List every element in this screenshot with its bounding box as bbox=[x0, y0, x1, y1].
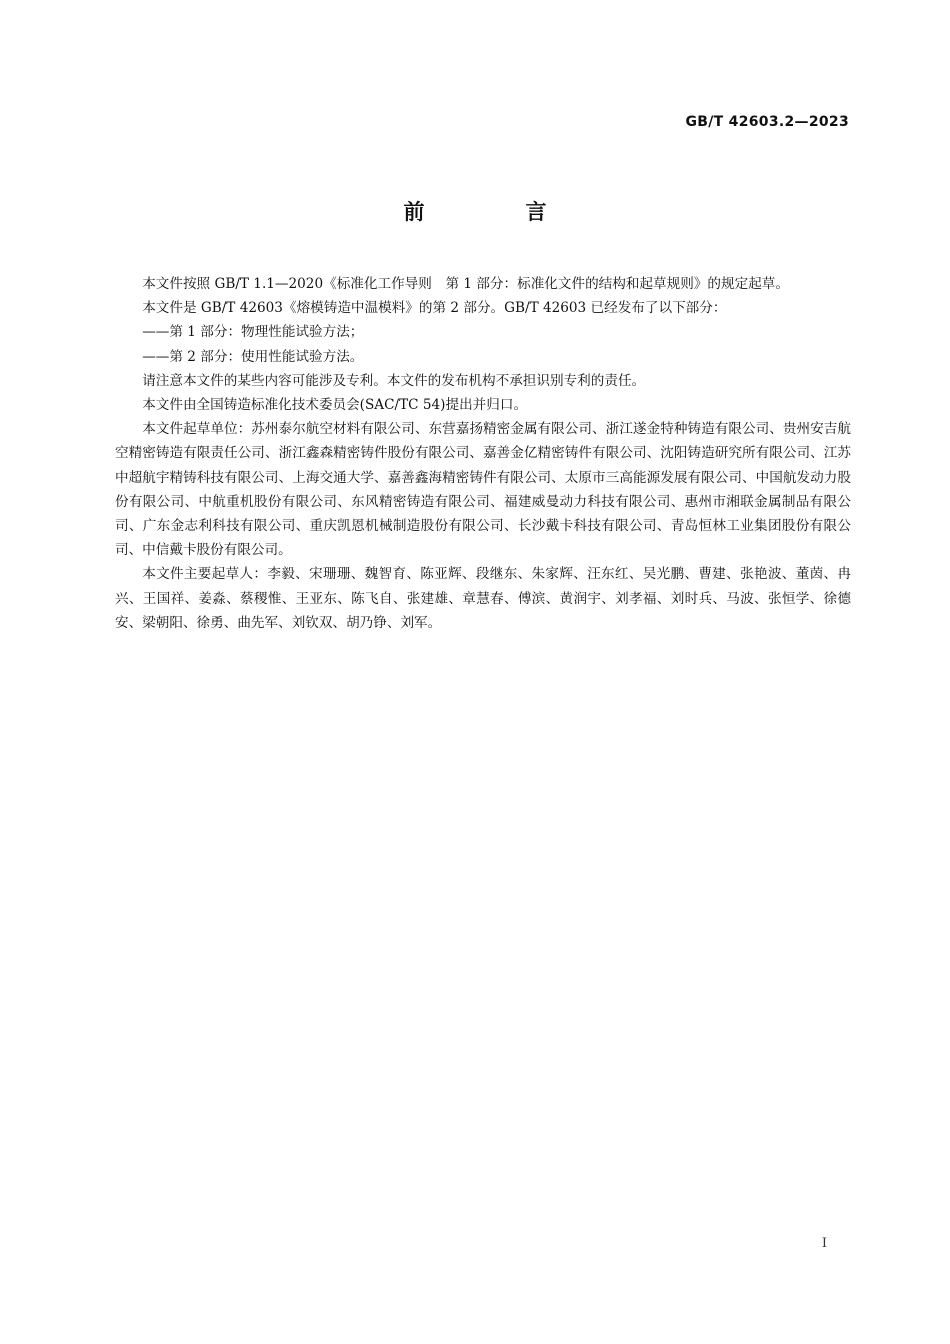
paragraph-drafting-rules: 本文件按照 GB/T 1.1—2020《标准化工作导则 第 1 部分：标准化文件的结构和起草规则》的规定起草。 bbox=[142, 276, 789, 292]
paragraph-patent-notice: 请注意本文件的某些内容可能涉及专利。本文件的发布机构不承担识别专利的责任。 bbox=[142, 372, 646, 389]
page-number: I bbox=[821, 1236, 827, 1251]
paragraph-drafting-units: 本文件起草单位：苏州泰尔航空材料有限公司、东营嘉扬精密金属有限公司、浙江遂金特种铸造有限公司、贵州安吉航空精密铸造有限责任公司、浙江鑫森精密铸件股份有限公司、嘉善金亿精密铸件有限公司、沈阳铸造研究所有限公司、江苏中超航宇精铸科技有限公司、上海交通大学、嘉善鑫海精密铸件有限公司、太原市三高能源发展有限公司、中国航发动力股份有限公司、中航重机股份有限公司、东风精密铸造有限公司、福建威曼动力科技有限公司、惠州市湘联金属制品有限公司、广东金志利科技有限公司、重庆凯恩机械制造股份有限公司、长沙戴卡科技有限公司、青岛恒林工业集团股份有限公司、中信戴卡股份有限公司。 bbox=[115, 421, 851, 559]
list-item-part-2: ——第 2 部分：使用性能试验方法。 bbox=[142, 348, 364, 365]
page-title: 前 言 bbox=[403, 200, 587, 224]
standard-code: GB/T 42603.2—2023 bbox=[685, 114, 849, 130]
paragraph-committee: 本文件由全国铸造标准化技术委员会(SAC/TC 54)提出并归口。 bbox=[142, 397, 528, 414]
foreword-body bbox=[115, 272, 851, 635]
paragraph-part-info: 本文件是 GB/T 42603《熔模铸造中温模料》的第 2 部分。GB/T 42603 已经发布了以下部分： bbox=[142, 300, 727, 317]
list-item-part-1: ——第 1 部分：物理性能试验方法； bbox=[142, 324, 364, 341]
paragraph-drafters: 本文件主要起草人：李毅、宋珊珊、魏智育、陈亚辉、段继东、朱家辉、汪东红、吴光鹏、曹建、张艳波、董茵、冉兴、王国祥、姜淼、蔡稷惟、王亚东、陈飞自、张建雄、章慧春、傅滨、黄润宇、刘孝福、刘时兵、马波、张恒学、徐德安、梁朝阳、徐勇、曲先军、刘钦双、胡乃铮、刘军。 bbox=[115, 566, 851, 631]
